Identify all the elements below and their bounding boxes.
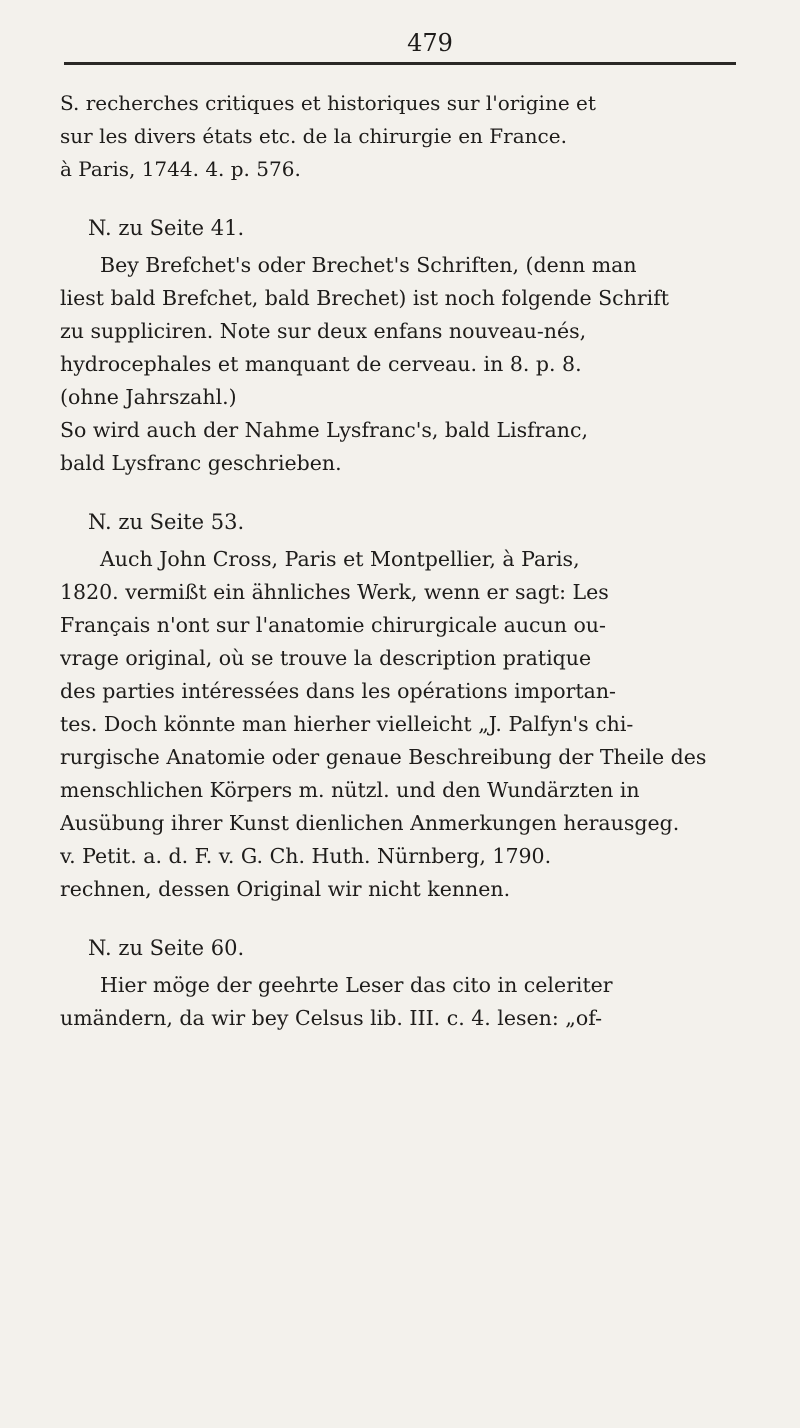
text-line: bald Lysfranc geschrieben. <box>60 451 342 475</box>
note-heading: N. zu Seite 60. <box>88 936 245 960</box>
text-line: des parties intéressées dans les opérations importan- <box>60 679 616 703</box>
note-heading: N. zu Seite 53. <box>88 510 245 534</box>
page-content <box>60 87 740 1035</box>
note-block <box>60 87 740 186</box>
text-line: zu suppliciren. Note sur deux enfans nouveau-nés, <box>60 319 587 343</box>
text-line: Français n'ont sur l'anatomie chirurgicale aucun ou- <box>60 613 606 637</box>
text-line: liest bald Brefchet, bald Brechet) ist noch folgende Schrift <box>60 286 670 310</box>
text-line: (ohne Jahrszahl.) <box>60 385 237 409</box>
text-line: v. Petit. a. d. F. v. G. Ch. Huth. Nürnberg, 1790. <box>60 844 552 868</box>
text-line: rechnen, dessen Original wir nicht kennen. <box>60 877 511 901</box>
text-line: Bey Brefchet's oder Brechet's Schriften, (denn man <box>100 253 637 277</box>
text-line: vrage original, où se trouve la description pratique <box>60 646 592 670</box>
text-line: So wird auch der Nahme Lysfranc's, bald Lisfranc, <box>60 418 588 442</box>
text-line: tes. Doch könnte man hierher vielleicht „J. Palfyn's chi- <box>60 712 634 736</box>
text-line: hydrocephales et manquant de cerveau. in 8. p. 8. <box>60 352 582 376</box>
text-line: S. recherches critiques et historiques sur l'origine et <box>60 91 596 115</box>
text-line: umändern, da wir bey Celsus lib. III. c. 4. lesen: „of- <box>60 1006 603 1030</box>
text-line: Auch John Cross, Paris et Montpellier, à Paris, <box>100 547 580 571</box>
note-heading: N. zu Seite 41. <box>88 216 245 240</box>
text-line: à Paris, 1744. 4. p. 576. <box>60 157 301 181</box>
header-rule <box>64 62 736 65</box>
text-line: sur les divers états etc. de la chirurgie en France. <box>60 124 567 148</box>
text-line: menschlichen Körpers m. nützl. und den Wundärzten in <box>60 778 640 802</box>
note-block <box>60 932 740 1035</box>
text-line: Ausübung ihrer Kunst dienlichen Anmerkungen herausgeg. <box>60 811 680 835</box>
text-line: Hier möge der geehrte Leser das cito in celeriter <box>100 973 613 997</box>
note-block <box>60 212 740 480</box>
note-block <box>60 506 740 906</box>
text-line: 1820. vermißt ein ähnliches Werk, wenn er sagt: Les <box>60 580 609 604</box>
page-number: 479 <box>407 29 453 57</box>
text-line: rurgische Anatomie oder genaue Beschreibung der Theile des <box>60 745 707 769</box>
